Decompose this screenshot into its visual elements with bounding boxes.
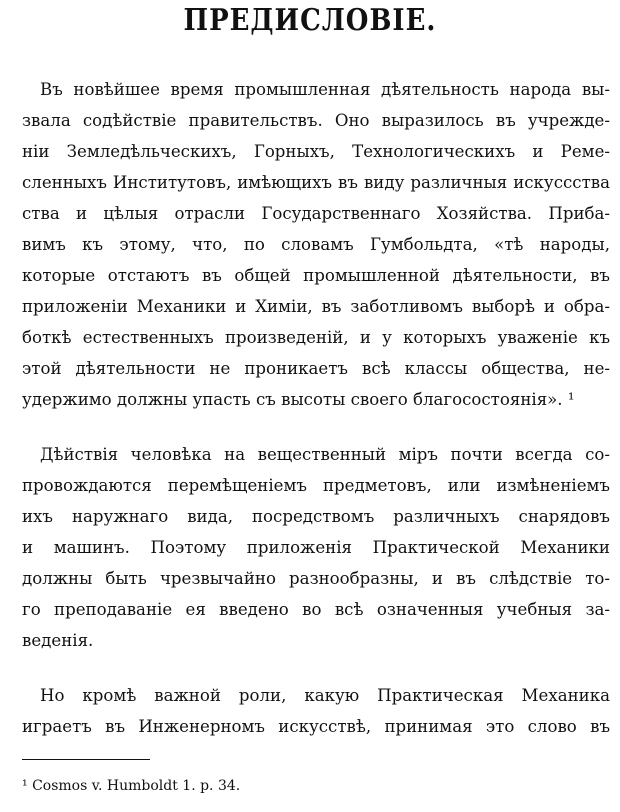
text-line: Въ новѣйшее время промышленная дѣятельность народа вы- [40, 80, 610, 99]
text-line: Но кромѣ важной роли, какую Практическая Механика [40, 686, 610, 705]
text-line: удержимо должны упасть съ высоты своего благосостоянія». ¹ [22, 390, 575, 409]
text-line: приложеніи Механики и Химіи, въ заботливомъ выборѣ и обра- [22, 297, 610, 316]
footnote: ¹ Cosmos v. Humboldt 1. p. 34. [22, 778, 241, 794]
text-line: веденія. [22, 631, 94, 650]
text-line: ства и цѣлыя отрасли Государственнаго Хозяйства. Приба- [22, 204, 610, 223]
text-line: этой дѣятельности не проникаетъ всѣ классы общества, не- [22, 359, 610, 378]
text-line: Дѣйствія человѣка на вещественный міръ почти всегда со- [40, 445, 610, 464]
text-line: звала содѣйствіе правительствъ. Оно выразилось въ учрежде- [22, 111, 610, 130]
paragraph-2 [22, 439, 610, 656]
text-line: и машинъ. Поэтому приложенія Практической Механики [22, 538, 610, 557]
text-line: которые отстаютъ въ общей промышленной дѣятельности, въ [22, 266, 610, 285]
text-line: ихъ наружнаго вида, посредствомъ различныхъ снарядовъ [22, 507, 610, 526]
text-line: вимъ къ этому, что, по словамъ Гумбольдта, «тѣ народы, [22, 235, 610, 254]
page-title: ПРЕДИСЛОВІЕ. [183, 3, 437, 39]
text-line: ніи Земледѣльческихъ, Горныхъ, Технологическихъ и Реме- [22, 142, 610, 161]
footnote-divider [22, 759, 150, 760]
paragraph-1 [22, 74, 610, 415]
text-line: провождаются перемѣщеніемъ предметовъ, или измѣненіемъ [22, 476, 610, 495]
text-line: сленныхъ Институтовъ, имѣющихъ въ виду различныя искуссства [22, 173, 610, 192]
text-line: играетъ въ Инженерномъ искусствѣ, принимая это слово въ [22, 717, 610, 736]
paragraph-3 [22, 680, 610, 742]
text-line: должны быть чрезвычайно разнообразны, и въ слѣдствіе то- [22, 569, 610, 588]
text-line: боткѣ естественныхъ произведеній, и у которыхъ уваженіе къ [22, 328, 610, 347]
text-line: го преподаваніе ея введено во всѣ означенныя учебныя за- [22, 600, 610, 619]
